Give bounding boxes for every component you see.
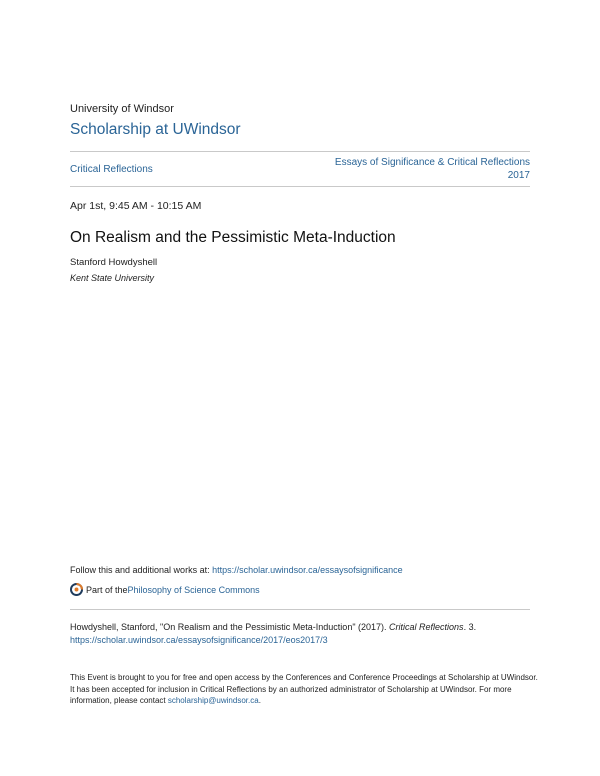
divider-series — [70, 186, 530, 187]
contact-email-link[interactable]: scholarship@uwindsor.ca — [167, 696, 259, 705]
citation-text: Howdyshell, Stanford, "On Realism and the Pessimistic Meta-Induction" (2017). — [70, 622, 390, 632]
university-name: University of Windsor — [70, 103, 174, 115]
notice-end: . — [258, 696, 261, 705]
series-link-right[interactable] — [335, 157, 530, 182]
author-affiliation: Kent State University — [70, 273, 155, 283]
event-title: On Realism and the Pessimistic Meta-Induction — [70, 229, 396, 246]
philosophy-of-science-commons-link[interactable]: Philosophy of Science Commons — [127, 584, 260, 595]
citation-journal: Critical Reflections — [389, 622, 464, 632]
divider-citation — [70, 609, 530, 610]
part-prefix: Part of the — [86, 584, 128, 595]
access-notice — [70, 672, 540, 707]
series-right-line2[interactable]: 2017 — [507, 169, 530, 181]
creative-commons-network-icon — [70, 583, 83, 596]
series-link-left[interactable]: Critical Reflections — [70, 164, 153, 175]
notice-text: This Event is brought to you for free and open access by the Conferences and Conference Proceedings at Scholarship at UWindsor. It has been accepted for inclusion in Critical Reflections by an authorized administrator of Scholarship at UWindsor. For more information, please contact — [70, 673, 538, 705]
follow-url-link[interactable]: https://scholar.uwindsor.ca/essaysofsignificance — [212, 565, 403, 575]
author-name: Stanford Howdyshell — [70, 257, 158, 268]
recommended-citation — [70, 621, 530, 647]
divider-top — [70, 151, 530, 152]
citation-suffix: . 3. — [463, 622, 477, 632]
part-of-line — [70, 583, 260, 596]
follow-line — [70, 565, 403, 575]
series-right-line1[interactable]: Essays of Significance & Critical Reflections — [334, 157, 530, 168]
event-date: Apr 1st, 9:45 AM - 10:15 AM — [70, 200, 202, 212]
repository-link[interactable]: Scholarship at UWindsor — [70, 121, 241, 138]
citation-url-link[interactable]: https://scholar.uwindsor.ca/essaysofsignificance/2017/eos2017/3 — [70, 635, 328, 645]
follow-prefix: Follow this and additional works at: — [70, 565, 213, 575]
